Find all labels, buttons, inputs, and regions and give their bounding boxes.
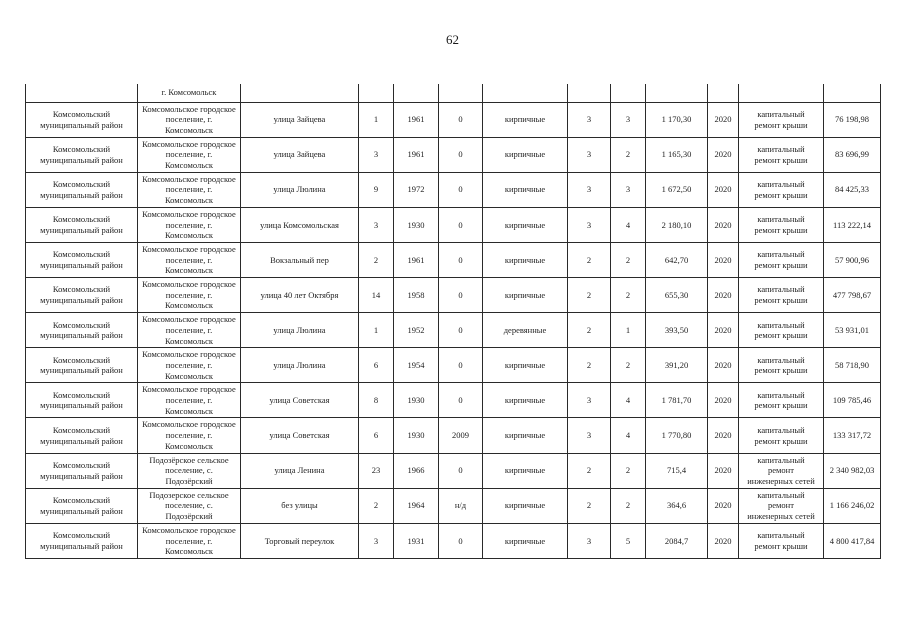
table-cell: 3	[568, 418, 611, 453]
table-body	[26, 84, 881, 558]
table-cell: 2020	[708, 523, 739, 558]
table-cell: 1966	[394, 453, 439, 488]
table-cell: деревянные	[483, 313, 568, 348]
table-cell: Комсомольское городское поселение, г. Комсомольск	[138, 418, 241, 453]
table-cell: Комсомольский муниципальный район	[26, 488, 138, 523]
table-cell: кирпичные	[483, 348, 568, 383]
table-cell: 3	[568, 207, 611, 242]
table-cell: 113 222,14	[824, 207, 881, 242]
table-cell: капитальный ремонт крыши	[739, 172, 824, 207]
table-cell: 2009	[439, 418, 483, 453]
table-cell: 1 170,30	[646, 102, 708, 137]
table-cell: 2	[568, 242, 611, 277]
table-cell: 2	[568, 348, 611, 383]
table-cell: Комсомольский муниципальный район	[26, 453, 138, 488]
table-cell: 8	[359, 383, 394, 418]
table-cell: 1 781,70	[646, 383, 708, 418]
table-cell: 1 770,80	[646, 418, 708, 453]
table-cell	[359, 84, 394, 102]
table-cell: 0	[439, 313, 483, 348]
table-cell: 2	[568, 278, 611, 313]
table-cell: 2	[568, 313, 611, 348]
table-cell: Комсомольский муниципальный район	[26, 242, 138, 277]
table-cell: улица 40 лет Октября	[241, 278, 359, 313]
table-cell: 1972	[394, 172, 439, 207]
table-cell	[708, 84, 739, 102]
table-cell: 655,30	[646, 278, 708, 313]
table-cell: капитальный ремонт крыши	[739, 102, 824, 137]
table-cell	[241, 84, 359, 102]
table-row	[26, 102, 881, 137]
table-cell: кирпичные	[483, 278, 568, 313]
table-cell: 1958	[394, 278, 439, 313]
table-cell: капитальный ремонт крыши	[739, 418, 824, 453]
table-cell: Комсомольский муниципальный район	[26, 172, 138, 207]
table-cell: 1961	[394, 242, 439, 277]
table-cell: 4 800 417,84	[824, 523, 881, 558]
table-cell: Комсомольское городское поселение, г. Комсомольск	[138, 102, 241, 137]
table-cell: 3	[611, 102, 646, 137]
table-cell: 1964	[394, 488, 439, 523]
table-cell: Комсомольский муниципальный район	[26, 207, 138, 242]
table-cell: 3	[568, 523, 611, 558]
table-cell: 1 672,50	[646, 172, 708, 207]
table-cell: Комсомольский муниципальный район	[26, 313, 138, 348]
table-cell: 2	[611, 453, 646, 488]
table-cell: кирпичные	[483, 102, 568, 137]
table-cell: Комсомольский муниципальный район	[26, 523, 138, 558]
table-cell: 2 340 982,03	[824, 453, 881, 488]
table-cell: 391,20	[646, 348, 708, 383]
table-row	[26, 453, 881, 488]
table-cell: 2084,7	[646, 523, 708, 558]
table-cell: кирпичные	[483, 488, 568, 523]
table-cell: 0	[439, 278, 483, 313]
table-cell: 2020	[708, 313, 739, 348]
table-cell: кирпичные	[483, 418, 568, 453]
table-cell: улица Советская	[241, 418, 359, 453]
table-cell: 2020	[708, 137, 739, 172]
table-cell: Комсомольское городское поселение, г. Комсомольск	[138, 137, 241, 172]
table-cell: улица Комсомольская	[241, 207, 359, 242]
table-cell: 1931	[394, 523, 439, 558]
table-cell: кирпичные	[483, 242, 568, 277]
table-cell	[611, 84, 646, 102]
table-cell: 3	[568, 172, 611, 207]
table-cell: кирпичные	[483, 207, 568, 242]
table-cell: 2	[359, 242, 394, 277]
table-cell: 3	[611, 172, 646, 207]
table-cell	[394, 84, 439, 102]
table-cell: 0	[439, 172, 483, 207]
table-cell	[824, 84, 881, 102]
table-cell: 1952	[394, 313, 439, 348]
table-cell: 23	[359, 453, 394, 488]
table-cell: Комсомольское городское поселение, г. Комсомольск	[138, 523, 241, 558]
table-cell: 2	[611, 348, 646, 383]
table-cell: 2	[611, 137, 646, 172]
table-cell: 58 718,90	[824, 348, 881, 383]
table-row	[26, 242, 881, 277]
table-cell: Комсомольское городское поселение, г. Комсомольск	[138, 348, 241, 383]
table-cell: 9	[359, 172, 394, 207]
table-cell: Комсомольское городское поселение, г. Комсомольск	[138, 313, 241, 348]
table-cell: Комсомольское городское поселение, г. Комсомольск	[138, 172, 241, 207]
table-cell: 2	[568, 488, 611, 523]
table-cell: Торговый переулок	[241, 523, 359, 558]
table-cell: кирпичные	[483, 172, 568, 207]
table-cell	[646, 84, 708, 102]
table-cell: 2	[568, 453, 611, 488]
table-cell: 0	[439, 207, 483, 242]
table-cell: 3	[568, 137, 611, 172]
table-row	[26, 137, 881, 172]
table-cell: 6	[359, 348, 394, 383]
table-cell: капитальный ремонт крыши	[739, 348, 824, 383]
table-cell: Подозёрское сельское поселение, с. Подозёрский	[138, 453, 241, 488]
table-cell: улица Ленина	[241, 453, 359, 488]
table-cell: 2020	[708, 242, 739, 277]
table-cell: улица Люлина	[241, 313, 359, 348]
table-cell: кирпичные	[483, 523, 568, 558]
table-cell: 364,6	[646, 488, 708, 523]
table-row	[26, 278, 881, 313]
table-cell: 1	[359, 102, 394, 137]
table-cell: 1961	[394, 137, 439, 172]
table-cell: 2020	[708, 207, 739, 242]
table-cell: Комсомольское городское поселение, г. Комсомольск	[138, 207, 241, 242]
table-cell: капитальный ремонт инженерных сетей	[739, 453, 824, 488]
table-cell: 14	[359, 278, 394, 313]
table-cell: кирпичные	[483, 137, 568, 172]
table-cell: капитальный ремонт крыши	[739, 278, 824, 313]
table-cell: 1 166 246,02	[824, 488, 881, 523]
table-cell: 2020	[708, 102, 739, 137]
table-cell: 2020	[708, 172, 739, 207]
table-cell: Комсомольское городское поселение, г. Комсомольск	[138, 278, 241, 313]
table-cell: 1930	[394, 383, 439, 418]
table-cell: Комсомольский муниципальный район	[26, 137, 138, 172]
table-cell: 2	[611, 278, 646, 313]
table-row	[26, 418, 881, 453]
table-cell: 0	[439, 383, 483, 418]
table-cell: 1 165,30	[646, 137, 708, 172]
table-cell: 2	[611, 242, 646, 277]
table-cell: улица Люлина	[241, 348, 359, 383]
table-row-carryover	[26, 84, 881, 102]
table-row	[26, 488, 881, 523]
table-cell: 57 900,96	[824, 242, 881, 277]
table-row	[26, 172, 881, 207]
table-cell: 133 317,72	[824, 418, 881, 453]
table-cell: 2 180,10	[646, 207, 708, 242]
table-cell: 0	[439, 523, 483, 558]
table-cell: 1	[359, 313, 394, 348]
table-cell: 3	[568, 383, 611, 418]
table-cell: 83 696,99	[824, 137, 881, 172]
table-cell: 0	[439, 102, 483, 137]
table-cell: 477 798,67	[824, 278, 881, 313]
table-cell: Комсомольский муниципальный район	[26, 278, 138, 313]
table-cell: 4	[611, 207, 646, 242]
table-cell: 1954	[394, 348, 439, 383]
table-cell: улица Зайцева	[241, 137, 359, 172]
table-cell: Комсомольский муниципальный район	[26, 418, 138, 453]
table-cell: 4	[611, 418, 646, 453]
table-row	[26, 523, 881, 558]
table-cell: улица Зайцева	[241, 102, 359, 137]
table-cell: н/д	[439, 488, 483, 523]
table-cell: кирпичные	[483, 453, 568, 488]
table-cell: капитальный ремонт крыши	[739, 242, 824, 277]
table-cell: 0	[439, 242, 483, 277]
table-cell: 1930	[394, 418, 439, 453]
table-cell: 2	[611, 488, 646, 523]
table-cell	[26, 84, 138, 102]
table-cell: 4	[611, 383, 646, 418]
table-cell: улица Люлина	[241, 172, 359, 207]
table-cell: капитальный ремонт крыши	[739, 207, 824, 242]
table-cell: 0	[439, 137, 483, 172]
table-cell: 3	[568, 102, 611, 137]
table-row	[26, 313, 881, 348]
table-cell: 0	[439, 453, 483, 488]
table-cell: 393,50	[646, 313, 708, 348]
table-cell: 2020	[708, 278, 739, 313]
table-cell: 642,70	[646, 242, 708, 277]
table-cell	[568, 84, 611, 102]
table-cell: 3	[359, 207, 394, 242]
table-cell: 109 785,46	[824, 383, 881, 418]
table-cell	[439, 84, 483, 102]
table-cell: Вокзальный пер	[241, 242, 359, 277]
table-cell: 1961	[394, 102, 439, 137]
table-cell: 6	[359, 418, 394, 453]
table-cell: 2	[359, 488, 394, 523]
table-cell: 5	[611, 523, 646, 558]
table-cell: Комсомольский муниципальный район	[26, 383, 138, 418]
table-cell: 3	[359, 137, 394, 172]
table-cell: капитальный ремонт крыши	[739, 523, 824, 558]
table-cell: 0	[439, 348, 483, 383]
housing-capital-repair-table	[25, 84, 881, 559]
page-number: 62	[446, 32, 459, 47]
table-cell: кирпичные	[483, 383, 568, 418]
table-cell	[739, 84, 824, 102]
table-cell: Комсомольское городское поселение, г. Комсомольск	[138, 242, 241, 277]
table-cell: 76 198,98	[824, 102, 881, 137]
table-row	[26, 207, 881, 242]
table-cell: 2020	[708, 383, 739, 418]
table-row	[26, 383, 881, 418]
table-cell: 1930	[394, 207, 439, 242]
table-cell: 2020	[708, 453, 739, 488]
table-cell: Комсомольский муниципальный район	[26, 348, 138, 383]
table-cell: 1	[611, 313, 646, 348]
table-cell	[483, 84, 568, 102]
table-cell: 2020	[708, 488, 739, 523]
table-cell: капитальный ремонт крыши	[739, 137, 824, 172]
table-cell: 715,4	[646, 453, 708, 488]
table-row	[26, 348, 881, 383]
table-cell: 2020	[708, 418, 739, 453]
table-cell: Комсомольский муниципальный район	[26, 102, 138, 137]
table-cell: 84 425,33	[824, 172, 881, 207]
table-cell: капитальный ремонт инженерных сетей	[739, 488, 824, 523]
table-cell: 2020	[708, 348, 739, 383]
table-cell: капитальный ремонт крыши	[739, 383, 824, 418]
table-cell: капитальный ремонт крыши	[739, 313, 824, 348]
table-cell: Комсомольское городское поселение, г. Комсомольск	[138, 383, 241, 418]
table-cell: 53 931,01	[824, 313, 881, 348]
table-cell: 3	[359, 523, 394, 558]
table-cell: без улицы	[241, 488, 359, 523]
table-cell: г. Комсомольск	[138, 84, 241, 102]
table-cell: Подозерское сельское поселение, с. Подозёрский	[138, 488, 241, 523]
table-cell: улица Советская	[241, 383, 359, 418]
